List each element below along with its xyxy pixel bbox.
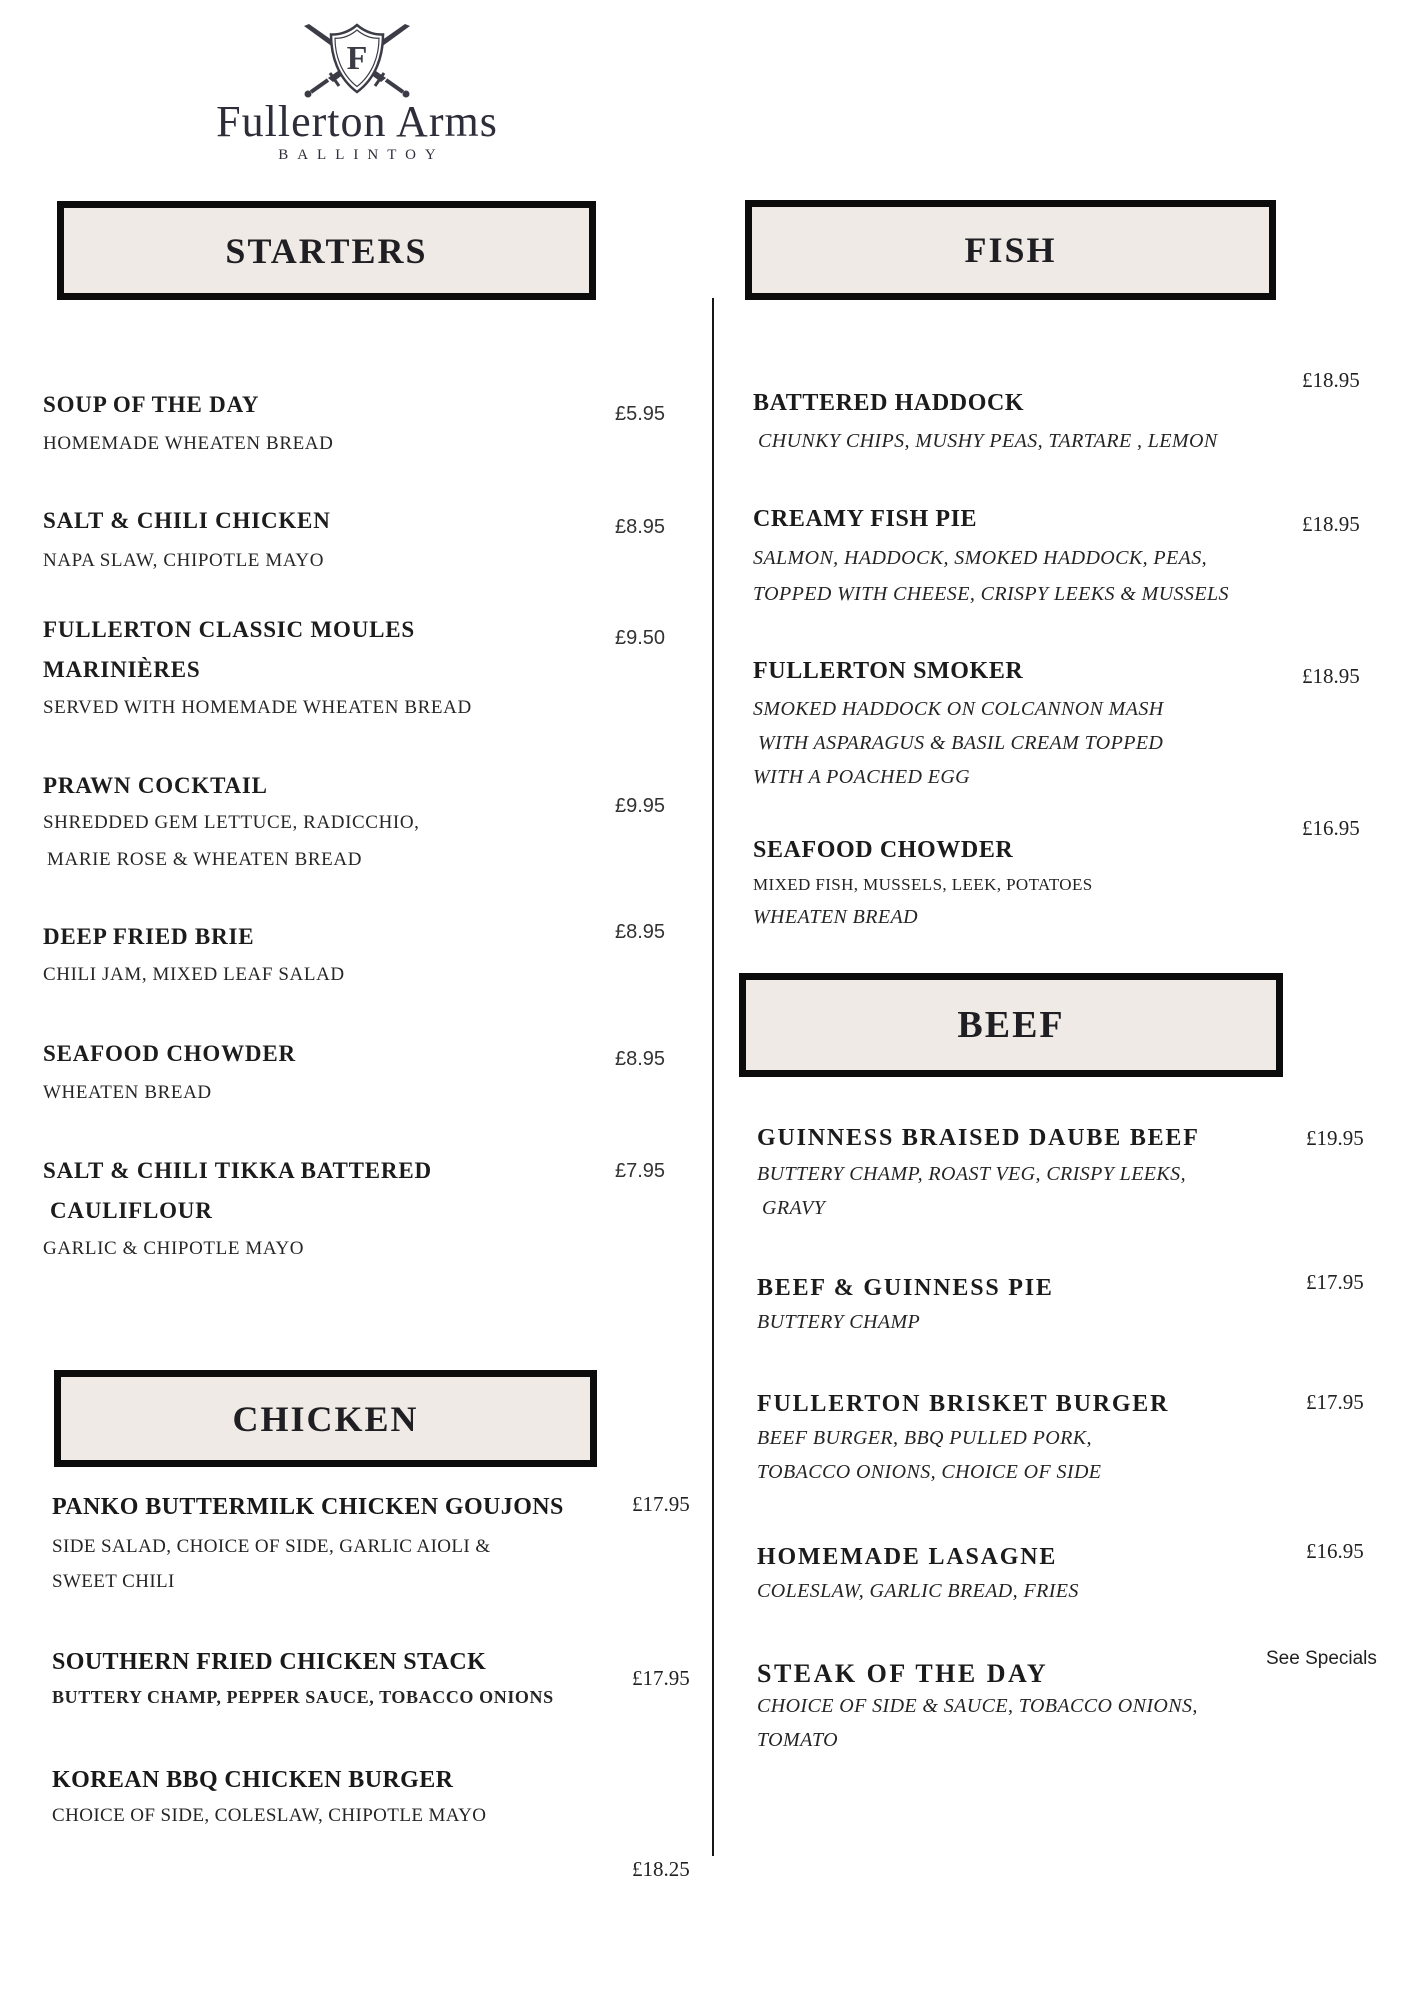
menu-item-title: KOREAN BBQ CHICKEN BURGER	[52, 1767, 454, 1793]
menu-item-desc: CHOICE OF SIDE & SAUCE, TOBACCO ONIONS,	[757, 1695, 1198, 1717]
menu-item-desc: TOMATO	[757, 1729, 838, 1751]
column-divider	[712, 298, 714, 1856]
menu-item-title: CAULIFLOUR	[50, 1198, 213, 1223]
menu-item-price: £18.95	[1302, 512, 1360, 536]
menu-item-price: £9.95	[615, 795, 666, 817]
menu-item-title: GUINNESS BRAISED DAUBE BEEF	[757, 1125, 1200, 1151]
menu-item-title: SEAFOOD CHOWDER	[753, 837, 1014, 863]
menu-item-price: £7.95	[615, 1160, 666, 1182]
menu-item-desc: WITH ASPARAGUS & BASIL CREAM TOPPED	[758, 732, 1164, 754]
menu-item-desc: SALMON, HADDOCK, SMOKED HADDOCK, PEAS,	[753, 547, 1208, 569]
menu-item-title: PRAWN COCKTAIL	[43, 773, 268, 798]
menu-item-price: £8.95	[615, 516, 666, 538]
menu-item-title: SALT & CHILI TIKKA BATTERED	[43, 1158, 432, 1183]
menu-item-desc: CHILI JAM, MIXED LEAF SALAD	[43, 964, 345, 985]
menu-item-price: £18.95	[1302, 368, 1360, 392]
menu-item-price: £16.95	[1306, 1539, 1364, 1563]
menu-item-desc: SMOKED HADDOCK ON COLCANNON MASH	[753, 698, 1164, 720]
menu-item-price: £8.95	[615, 921, 666, 943]
menu-item-price: £17.95	[632, 1666, 690, 1690]
shield-crossed-swords-icon	[300, 22, 414, 98]
menu-item-price: £5.95	[615, 403, 666, 425]
menu-item-desc: CHUNKY CHIPS, MUSHY PEAS, TARTARE , LEMON	[758, 430, 1218, 452]
menu-item-desc: SERVED WITH HOMEMADE WHEATEN BREAD	[43, 697, 472, 718]
menu-item-price: £18.25	[632, 1857, 690, 1881]
menu-item-desc: WHEATEN BREAD	[753, 906, 918, 928]
menu-item-price: £16.95	[1302, 816, 1360, 840]
menu-item-title: FULLERTON BRISKET BURGER	[757, 1391, 1170, 1417]
menu-item-price: £8.95	[615, 1048, 666, 1070]
menu-item-title: PANKO BUTTERMILK CHICKEN GOUJONS	[52, 1494, 564, 1520]
menu-item-desc: SWEET CHILI	[52, 1571, 175, 1592]
menu-item-title: BEEF & GUINNESS PIE	[757, 1275, 1054, 1301]
menu-item-title: MARINIÈRES	[43, 657, 201, 682]
menu-item-desc: BUTTERY CHAMP, PEPPER SAUCE, TOBACCO ONIONS	[52, 1687, 554, 1707]
menu-item-price: £17.95	[632, 1492, 690, 1516]
menu-item-desc: TOBACCO ONIONS, CHOICE OF SIDE	[757, 1461, 1102, 1483]
menu-item-desc: BEEF BURGER, BBQ PULLED PORK,	[757, 1427, 1092, 1449]
menu-item-desc: MARIE ROSE & WHEATEN BREAD	[47, 849, 363, 870]
menu-item-price: £19.95	[1306, 1126, 1364, 1150]
menu-item-title: STEAK OF THE DAY	[757, 1659, 1049, 1688]
menu-item-title: SALT & CHILI CHICKEN	[43, 508, 331, 533]
brand-logo	[300, 22, 414, 103]
menu-item-desc: SIDE SALAD, CHOICE OF SIDE, GARLIC AIOLI &	[52, 1536, 491, 1557]
section-title: CHICKEN	[232, 1398, 419, 1439]
menu-item-desc: WITH A POACHED EGG	[753, 766, 971, 788]
menu-item-desc: MIXED FISH, MUSSELS, LEEK, POTATOES	[753, 875, 1093, 894]
menu-item-title: DEEP FRIED BRIE	[43, 924, 255, 949]
menu-item-desc: BUTTERY CHAMP	[757, 1311, 921, 1333]
menu-item-desc: NAPA SLAW, CHIPOTLE MAYO	[43, 550, 325, 571]
menu-item-title: FULLERTON CLASSIC MOULES	[43, 617, 415, 642]
brand-name: Fullerton Arms	[216, 97, 498, 146]
menu-item-price: £17.95	[1306, 1270, 1364, 1294]
menu-item-title: CREAMY FISH PIE	[753, 506, 978, 532]
section-header-beef	[739, 973, 1283, 1077]
menu-item-title: SOUTHERN FRIED CHICKEN STACK	[52, 1649, 487, 1675]
menu-item-desc: GARLIC & CHIPOTLE MAYO	[43, 1238, 305, 1259]
brand-location: BALLINTOY	[278, 147, 445, 163]
menu-item-title: FULLERTON SMOKER	[753, 658, 1024, 684]
menu-item-desc: CHOICE OF SIDE, COLESLAW, CHIPOTLE MAYO	[52, 1805, 487, 1826]
menu-item-price: £17.95	[1306, 1390, 1364, 1414]
logo-monogram: F	[346, 40, 368, 77]
section-header-fish	[745, 200, 1276, 300]
menu-item-title: SEAFOOD CHOWDER	[43, 1041, 296, 1066]
section-header-starters	[57, 201, 596, 300]
section-title: BEEF	[957, 1004, 1065, 1046]
menu-item-desc: COLESLAW, GARLIC BREAD, FRIES	[757, 1580, 1079, 1602]
section-title: FISH	[964, 230, 1057, 270]
menu-item-title: HOMEMADE LASAGNE	[757, 1544, 1058, 1570]
menu-item-price: £18.95	[1302, 664, 1360, 688]
menu-item-price: £9.50	[615, 627, 666, 649]
menu-item-price: See Specials	[1266, 1648, 1377, 1669]
menu-item-desc: BUTTERY CHAMP, ROAST VEG, CRISPY LEEKS,	[757, 1163, 1186, 1185]
menu-item-desc: GRAVY	[762, 1197, 826, 1219]
menu-item-title: SOUP OF THE DAY	[43, 392, 260, 417]
menu-item-desc: WHEATEN BREAD	[43, 1082, 212, 1103]
menu-item-desc: TOPPED WITH CHEESE, CRISPY LEEKS & MUSSELS	[753, 583, 1229, 605]
section-title: STARTERS	[225, 230, 428, 271]
menu-item-desc: SHREDDED GEM LETTUCE, RADICCHIO,	[43, 812, 420, 833]
section-header-chicken	[54, 1370, 597, 1467]
menu-item-title: BATTERED HADDOCK	[753, 390, 1025, 416]
menu-item-desc: HOMEMADE WHEATEN BREAD	[43, 433, 334, 454]
